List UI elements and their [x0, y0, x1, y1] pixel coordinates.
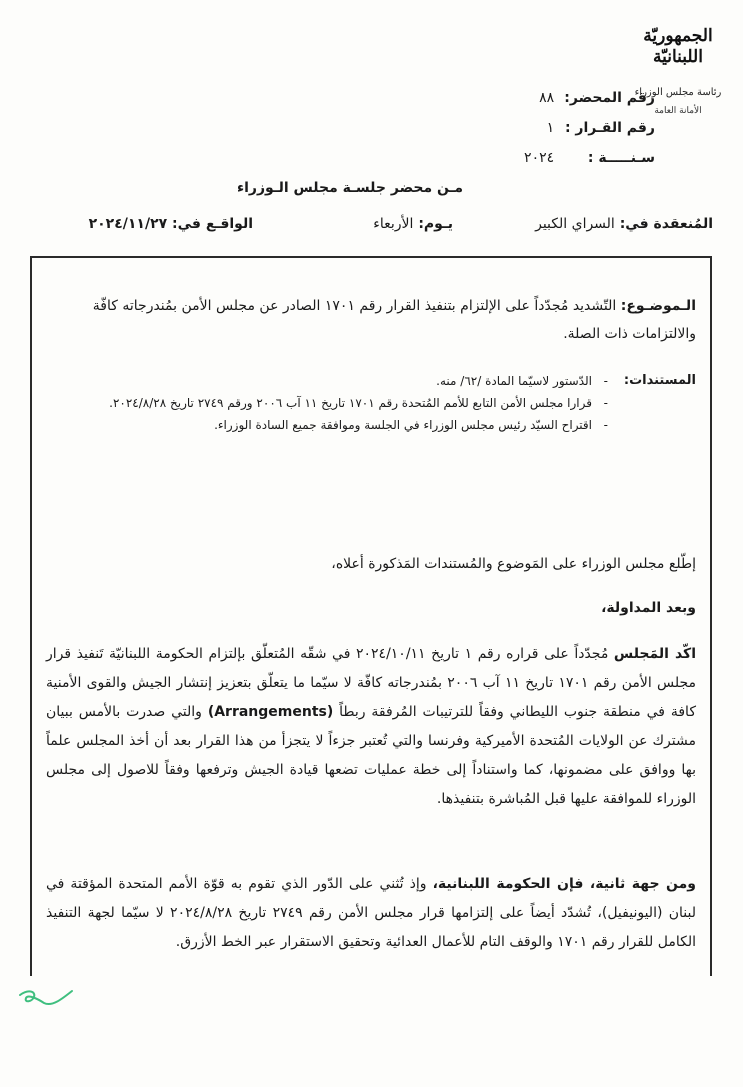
session-title: مـن محضر جلسـة مجلس الـوزراء	[236, 180, 464, 196]
session-place	[535, 216, 713, 232]
document-item-text: الدّستور لاسيّما المادة /٦٢/ منه.	[436, 374, 592, 388]
session-place-value: السراي الكبير	[535, 216, 615, 232]
year	[524, 148, 655, 168]
unifil-text: وإذ تُثني على الدّور الذي تقوم به قوّة الأمم المتحدة المؤقتة في لبنان (اليونيفيل)، تُشدّد أيضاً على إلتزامها قرار مجلس الأمن رقم ٢٧٤٩ تاريخ ٢٠٢٤/٨/٢٨ لا سيّما لجهة التنفيذ الكامل للقرار رقم ١٧٠١ والوقف التام للأعمال العدائية وتحقيق الاستقرار عبر الخط الأزرق.	[46, 876, 696, 950]
documents	[46, 370, 696, 436]
session-day	[373, 216, 453, 232]
letterhead-presidency: رئاسة مجلس الوزراء	[634, 87, 722, 98]
session-date-label: الواقـع في:	[172, 216, 253, 232]
decision-number-label: رقم القـرار :	[564, 120, 655, 136]
session-place-label: المُنعقدة في:	[619, 216, 713, 232]
paragraph-review: إطّلع مجلس الوزراء على المَوضوع والمُستندات المَذكورة أعلاه،	[331, 556, 696, 572]
document-item: - اقتراح السيّد رئيس مجلس الوزراء في الجلسة وموافقة جميع السادة الوزراء.	[214, 418, 608, 432]
session-date-value: ٢٠٢٤/١١/٢٧	[88, 216, 168, 232]
subject-text: التّشديد مُجدّداً على الإلتزام بتنفيذ القرار رقم ١٧٠١ الصادر عن مجلس الأمن بمُندرجاته كافّة والالتزامات ذات الصلة.	[92, 298, 696, 342]
paragraph-deliberation: وبعد المداولة،	[601, 600, 696, 616]
paragraph-unifil	[46, 870, 696, 957]
session-day-value: الأربعاء	[373, 216, 414, 232]
session-date	[89, 216, 253, 232]
decision-text-a: مُجدّداً على قراره رقم ١ تاريخ ٢٠٢٤/١٠/١١ في شقّه المُتعلّق بإلتزام الحكومة اللبنانيّة تَنفيذ قرار مجلس الأمن رقم ١٧٠١ تاريخ ١١ آب ٢٠٠٦ بمُندرجاته كافّة لا سيّما ما يتعلّق بتعزيز إنتشار الجيش والقوى الأمنية كافة في منطقة جنوب الليطاني وفقاً للترتيبات المُرفقة ربطاً	[46, 646, 696, 720]
document-item: - قرارا مجلس الأمن التابع للأمم المُتحدة رقم ١٧٠١ تاريخ ١١ آب ٢٠٠٦ ورقم ٢٧٤٩ تاريخ ٢٠٢٤/٨/٢٨.	[109, 396, 608, 410]
minutes-number-value: ٨٨	[539, 90, 555, 106]
document-item-text: اقتراح السيّد رئيس مجلس الوزراء في الجلسة وموافقة جميع السادة الوزراء.	[214, 418, 592, 432]
document-item-text: قرارا مجلس الأمن التابع للأمم المُتحدة رقم ١٧٠١ تاريخ ١١ آب ٢٠٠٦ ورقم ٢٧٤٩ تاريخ ٢٠٢٤/٨/٢٨.	[109, 396, 592, 410]
decision-arrangements: (Arrangements)	[207, 704, 334, 720]
subject-label: الـموضـوع:	[620, 298, 696, 314]
decision-number	[547, 118, 655, 138]
session-day-label: يـوم:	[418, 216, 453, 232]
subject	[46, 292, 696, 348]
paragraph-decision	[46, 640, 696, 814]
unifil-lead: ومن جهة ثانية، فإن الحكومة اللبنانية،	[432, 876, 697, 892]
letterhead-republic: الجمهوريّة	[643, 26, 713, 46]
decision-box	[30, 256, 712, 976]
year-value: ٢٠٢٤	[524, 150, 555, 166]
signature-mark	[14, 985, 78, 1013]
document-item: المستندات: - الدّستور لاسيّما المادة /٦٢/ منه.	[46, 370, 696, 392]
letterhead-secretariat: الأمانة العامة	[654, 106, 702, 116]
decision-number-value: ١	[546, 120, 555, 136]
minutes-number-label: رقم المحضر:	[564, 90, 655, 106]
decision-text-b: والتي صدرت بالأمس ببيان مشترك عن الولايات المُتحدة الأميركية وفرنسا والتي تُعتبر جزءاً لا يتجزأ من هذا القرار بعد أن أخذ المجلس علماً بها ووافق على مضمونها، كما واستناداً إلى خطة عمليات تضعها قيادة الجيش وترفعها وفقاً للاصول إلى مجلس الوزراء للموافقة عليها قبل المُباشرة بتنفيذها.	[46, 704, 696, 807]
documents-label: المستندات:	[623, 373, 696, 388]
letterhead-lebanese: اللبنانيّة	[653, 47, 703, 67]
minutes-number	[539, 88, 655, 108]
decision-lead: اكّد المَجلس	[613, 646, 696, 662]
year-label: سـنـــــة :	[587, 150, 655, 166]
